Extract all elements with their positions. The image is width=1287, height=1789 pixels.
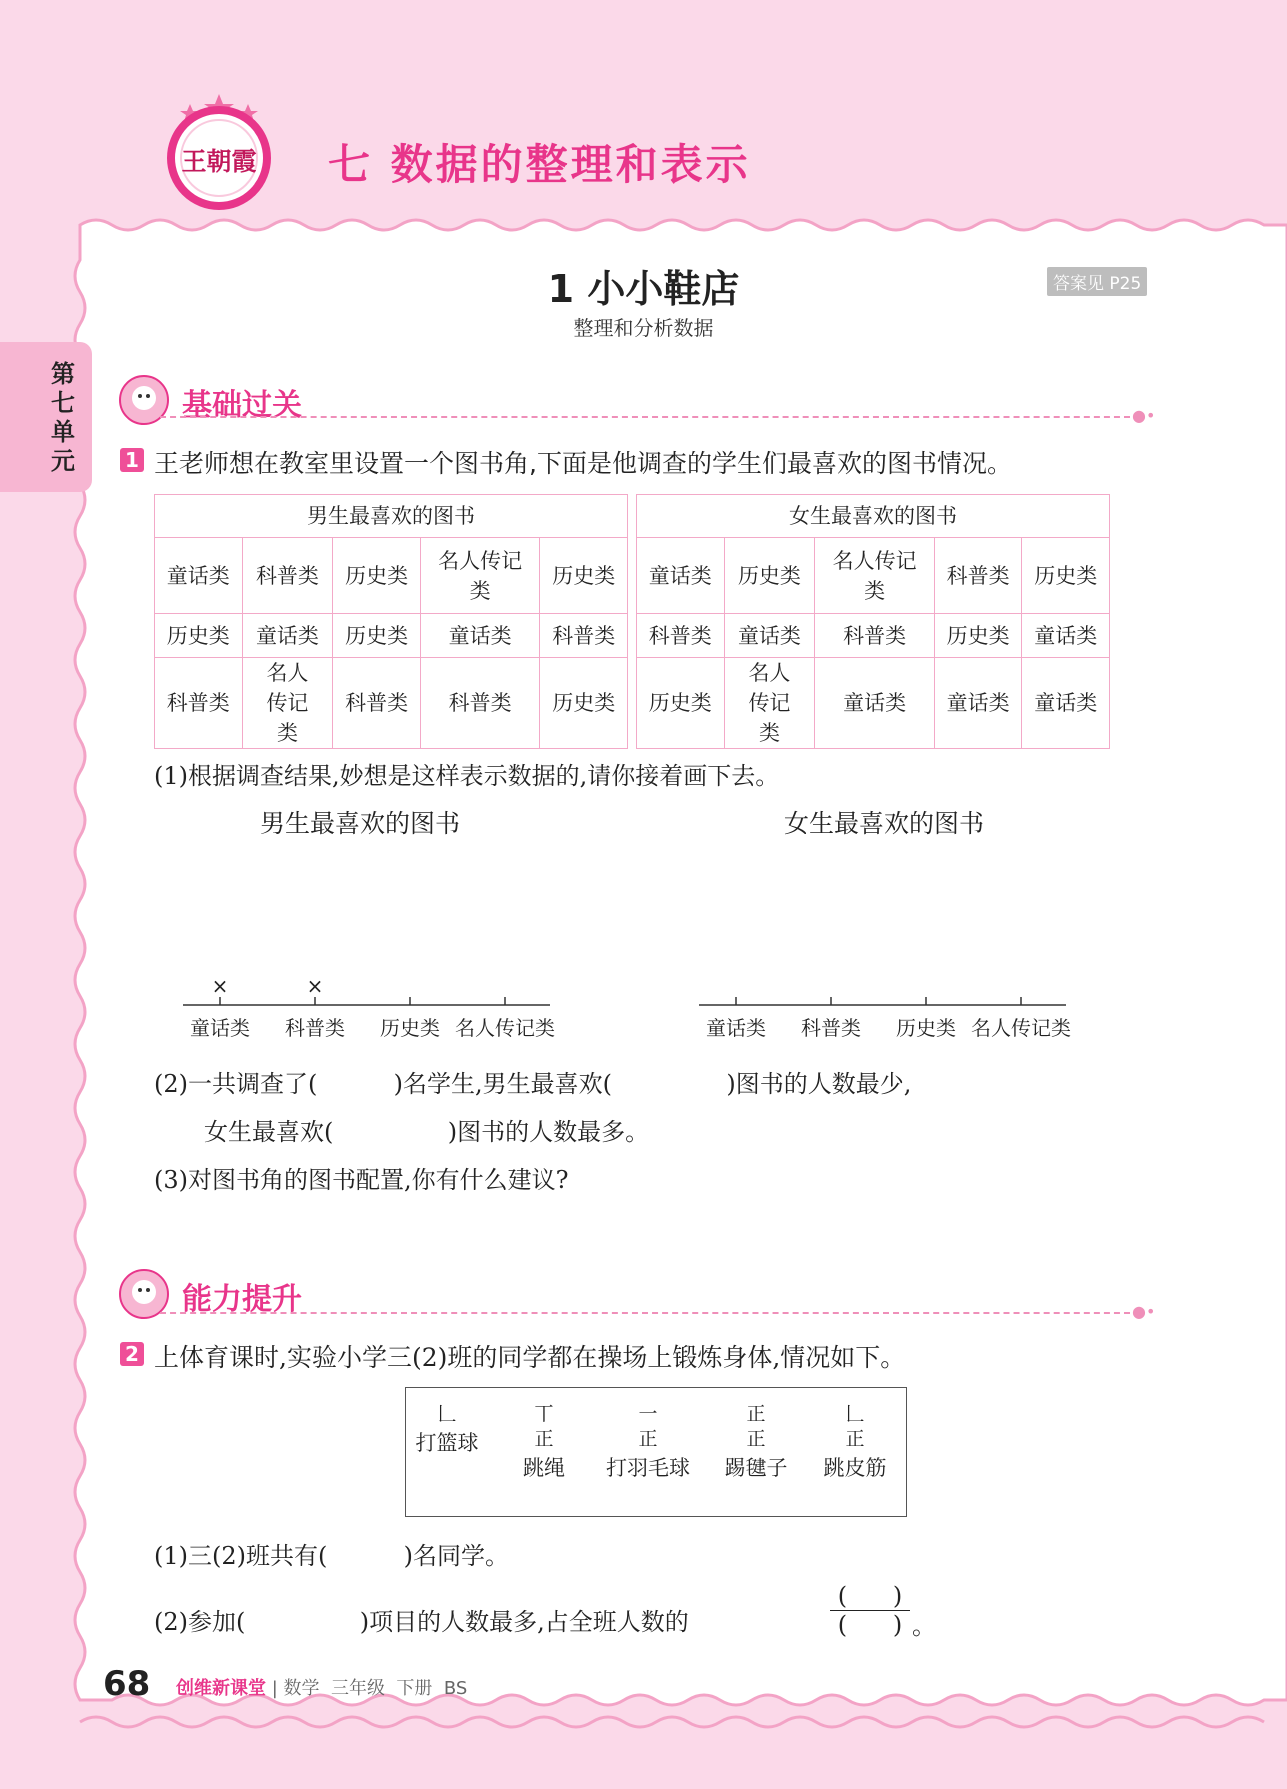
table-cell: 童话类 (420, 614, 540, 658)
question-1-part-2-line-1: (2)一共调查了( )名学生,男生最喜欢( )图书的人数最少, (154, 1070, 912, 1098)
chart-mark: × (306, 974, 324, 998)
logo-text: 王朝霞 (181, 147, 257, 176)
girls-survey-table (636, 494, 1110, 749)
table-cell: 科普类 (540, 614, 628, 658)
chart-tick-label: 童话类 (190, 1016, 250, 1040)
table-cell: 童话类 (815, 658, 935, 749)
tally-column-rope (489, 1402, 599, 1482)
unit-title: 七 数据的整理和表示 (328, 140, 751, 189)
table-cell: 名人传记类 (815, 538, 935, 614)
table-cell: 名人传记类 (420, 538, 540, 614)
table-cell: 历史类 (540, 538, 628, 614)
table-cell: 历史类 (1022, 538, 1110, 614)
table-cell: 童话类 (934, 658, 1022, 749)
chart-mark: × (211, 974, 229, 998)
chart-tick-label: 历史类 (380, 1016, 440, 1040)
boys-chart-title: 男生最喜欢的图书 (260, 809, 461, 838)
table-cell: 历史类 (934, 614, 1022, 658)
table-cell: 历史类 (333, 538, 421, 614)
question-1-part-1: (1)根据调查结果,妙想是这样表示数据的,请你接着画下去。 (154, 762, 780, 790)
chart-tick-label: 科普类 (801, 1016, 861, 1040)
page-number: 68 (103, 1664, 151, 1704)
tally-mark: 正 (845, 1428, 865, 1450)
question-2-part-2: (2)参加( )项目的人数最多,占全班人数的 (154, 1608, 689, 1636)
tally-label: 踢毽子 (724, 1456, 788, 1480)
question-2-text: 上体育课时,实验小学三(2)班的同学都在操场上锻炼身体,情况如下。 (154, 1343, 906, 1372)
footer-book-info: | 数学 三年级 下册 BS (271, 1678, 468, 1699)
tally-label: 打篮球 (415, 1431, 479, 1455)
fraction-numerator: ( ) (830, 1582, 910, 1611)
table-cell: 名人传记类 (724, 658, 815, 749)
question-1-text: 王老师想在教室里设置一个图书角,下面是他调查的学生们最喜欢的图书情况。 (154, 449, 1012, 478)
table-cell: 童话类 (724, 614, 815, 658)
fraction-denominator: ( ) (837, 1611, 903, 1639)
dots-icon: ●• (1132, 406, 1156, 425)
table-cell: 历史类 (637, 658, 725, 749)
question-1-part-3: (3)对图书角的图书配置,你有什么建议? (154, 1166, 569, 1194)
chart-tick-label: 童话类 (706, 1016, 766, 1040)
boys-table-title: 男生最喜欢的图书 (155, 495, 628, 538)
section-divider (160, 1312, 1130, 1314)
question-number-1: 1 (120, 448, 144, 472)
table-cell: 童话类 (637, 538, 725, 614)
tally-column-rubber-band (800, 1402, 910, 1482)
question-2-part-1: (1)三(2)班共有( )名同学。 (154, 1542, 510, 1570)
table-cell: 科普类 (155, 658, 243, 749)
chart-tick-label: 名人传记类 (455, 1016, 555, 1040)
tally-mark: 正 (746, 1403, 766, 1425)
tally-mark: 正 (638, 1428, 658, 1450)
lesson-subtitle: 整理和分析数据 (573, 316, 714, 340)
question-2-period: 。 (912, 1612, 936, 1640)
section-heading-advanced: 能力提升 (182, 1282, 302, 1317)
table-cell: 历史类 (155, 614, 243, 658)
table-cell: 科普类 (242, 538, 333, 614)
tally-mark: 𠃊 (845, 1403, 865, 1425)
tally-column-basketball (392, 1402, 502, 1457)
table-cell: 名人传记类 (242, 658, 333, 749)
footer-info (176, 1674, 467, 1700)
chart-tick-label: 历史类 (896, 1016, 956, 1040)
section-divider (160, 416, 1130, 418)
tally-column-badminton (593, 1402, 703, 1482)
table-cell: 科普类 (420, 658, 540, 749)
mascot-icon (118, 374, 170, 430)
table-cell: 科普类 (637, 614, 725, 658)
tally-label: 跳皮筋 (823, 1456, 887, 1480)
table-cell: 童话类 (1022, 614, 1110, 658)
tally-mark: 一 (638, 1403, 658, 1425)
tally-mark: 𠃊 (437, 1403, 457, 1425)
girls-dot-plot (696, 960, 1086, 1040)
girls-chart-title: 女生最喜欢的图书 (784, 809, 985, 838)
table-cell: 科普类 (934, 538, 1022, 614)
table-cell: 科普类 (815, 614, 935, 658)
boys-survey-table (154, 494, 628, 749)
unit-side-tab (0, 342, 92, 492)
boys-dot-plot (180, 960, 570, 1040)
tally-label: 跳绳 (523, 1456, 565, 1480)
lesson-title: 1 小小鞋店 (547, 267, 740, 311)
table-cell: 童话类 (155, 538, 243, 614)
question-1-part-2-line-2: 女生最喜欢( )图书的人数最多。 (204, 1118, 650, 1146)
footer-brand: 创维新课堂 (176, 1678, 266, 1699)
tally-mark: 正 (746, 1428, 766, 1450)
table-cell: 历史类 (724, 538, 815, 614)
tally-label: 打羽毛球 (606, 1456, 690, 1480)
table-cell: 历史类 (333, 614, 421, 658)
answer-reference-badge: 答案见 P25 (1047, 267, 1147, 296)
table-cell: 童话类 (242, 614, 333, 658)
dots-icon: ●• (1132, 1302, 1156, 1321)
tally-box (405, 1387, 907, 1517)
table-cell: 科普类 (333, 658, 421, 749)
table-cell: 历史类 (540, 658, 628, 749)
chart-tick-label: 科普类 (285, 1016, 345, 1040)
tally-column-shuttlecock (701, 1402, 811, 1482)
section-heading-basic: 基础过关 (182, 388, 302, 423)
tally-mark: 正 (534, 1428, 554, 1450)
brand-logo (160, 92, 278, 210)
table-cell: 童话类 (1022, 658, 1110, 749)
girls-table-title: 女生最喜欢的图书 (637, 495, 1110, 538)
fraction-blank (830, 1582, 910, 1639)
mascot-icon (118, 1268, 170, 1324)
question-number-2: 2 (120, 1342, 144, 1366)
tally-mark: 丅 (534, 1403, 554, 1425)
unit-side-tab-label: 第七单元 (51, 360, 75, 475)
chart-tick-label: 名人传记类 (971, 1016, 1071, 1040)
